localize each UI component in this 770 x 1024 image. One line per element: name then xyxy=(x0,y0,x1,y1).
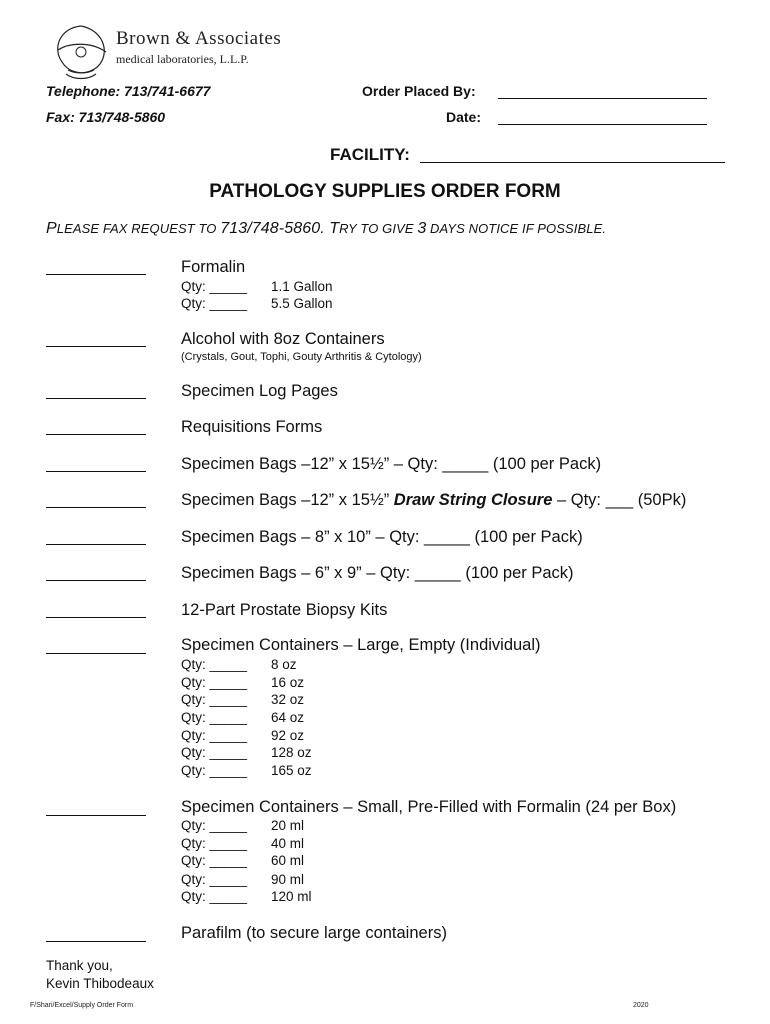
formalin-qty-blank[interactable] xyxy=(46,274,146,275)
instr-p4: T xyxy=(324,220,340,237)
size-label: 5.5 Gallon xyxy=(271,296,333,311)
log-pages-qty-blank[interactable] xyxy=(46,398,146,399)
size-label: 90 ml xyxy=(271,872,305,887)
brand-subtitle: medical laboratories, L.L.P. xyxy=(116,52,249,66)
formalin-qty-row xyxy=(181,279,333,294)
facility-label: FACILITY: xyxy=(330,145,410,164)
size-label: 64 oz xyxy=(271,710,305,725)
bags2-text-a: Specimen Bags –12” x 15½” xyxy=(181,491,394,509)
bags2-text-c: – Qty: ___ (50Pk) xyxy=(552,491,687,509)
qty-label[interactable]: Qty: _____ xyxy=(181,836,248,851)
formalin-qty-row xyxy=(181,296,333,311)
small-row xyxy=(181,889,312,904)
bags1-qty-blank[interactable] xyxy=(46,471,146,472)
date-field[interactable] xyxy=(498,124,707,125)
formalin-item: Formalin xyxy=(181,258,246,276)
bags3-qty-blank[interactable] xyxy=(46,544,146,545)
bags4-item: Specimen Bags – 6” x 9” – Qty: _____ (100 per Pack) xyxy=(181,564,574,582)
qty-label[interactable]: Qty: _____ xyxy=(181,818,248,833)
small-row xyxy=(181,853,305,868)
qty-label[interactable]: Qty: _____ xyxy=(181,763,248,778)
bags1-item: Specimen Bags –12” x 15½” – Qty: _____ (100 per Pack) xyxy=(181,455,602,473)
req-forms-item: Requisitions Forms xyxy=(181,418,323,436)
order-placed-by-label: Order Placed By: xyxy=(362,83,476,99)
size-label: 16 oz xyxy=(271,675,305,690)
parafilm-item: Parafilm (to secure large containers) xyxy=(181,924,447,942)
closing-thanks: Thank you, xyxy=(46,958,113,973)
footer-year: 2020 xyxy=(633,1002,649,1009)
logo-emblem-icon xyxy=(48,22,114,84)
alcohol-item: Alcohol with 8oz Containers xyxy=(181,330,385,348)
alcohol-qty-blank[interactable] xyxy=(46,346,146,347)
qty-label[interactable]: Qty: _____ xyxy=(181,710,248,725)
instr-p2: LEASE FAX REQUEST TO xyxy=(56,221,221,236)
instr-p7: DAYS NOTICE IF POSSIBLE. xyxy=(426,221,607,236)
facility-field[interactable] xyxy=(420,162,725,163)
telephone-text: Telephone: 713/741-6677 xyxy=(46,83,211,99)
large-containers-item: Specimen Containers – Large, Empty (Individual) xyxy=(181,636,541,654)
large-containers-qty-blank[interactable] xyxy=(46,653,146,654)
qty-label[interactable]: Qty: _____ xyxy=(181,889,248,904)
req-forms-qty-blank[interactable] xyxy=(46,434,146,435)
large-row xyxy=(181,675,305,690)
order-placed-by-field[interactable] xyxy=(498,98,707,99)
instr-p6: 3 xyxy=(417,220,427,237)
brand-name: Brown & Associates xyxy=(116,28,282,49)
size-label: 60 ml xyxy=(271,853,305,868)
qty-label[interactable]: Qty: _____ xyxy=(181,853,248,868)
bags2-draw-string: Draw String Closure xyxy=(393,491,553,509)
instr-p3: 713/748-5860. xyxy=(220,220,325,237)
form-title: PATHOLOGY SUPPLIES ORDER FORM xyxy=(209,181,561,202)
size-label: 40 ml xyxy=(271,836,305,851)
large-row xyxy=(181,657,297,672)
qty-label[interactable]: Qty: _____ xyxy=(181,279,248,294)
qty-label[interactable]: Qty: _____ xyxy=(181,657,248,672)
closing-name: Kevin Thibodeaux xyxy=(46,976,154,991)
fax-instruction xyxy=(46,220,606,238)
small-row xyxy=(181,872,305,887)
size-label: 128 oz xyxy=(271,745,312,760)
qty-label[interactable]: Qty: _____ xyxy=(181,728,248,743)
bags2-qty-blank[interactable] xyxy=(46,507,146,508)
large-row xyxy=(181,745,312,760)
bags2-item xyxy=(181,491,686,510)
size-label: 8 oz xyxy=(271,657,297,672)
prostate-qty-blank[interactable] xyxy=(46,617,146,618)
size-label: 20 ml xyxy=(271,818,305,833)
footer-path: F/Shari/Excel/Supply Order Form xyxy=(30,1002,134,1009)
qty-label[interactable]: Qty: _____ xyxy=(181,745,248,760)
qty-label[interactable]: Qty: _____ xyxy=(181,675,248,690)
prostate-item: 12-Part Prostate Biopsy Kits xyxy=(181,601,388,619)
log-pages-item: Specimen Log Pages xyxy=(181,382,338,400)
small-containers-item: Specimen Containers – Small, Pre-Filled with Formalin (24 per Box) xyxy=(181,798,677,816)
large-row xyxy=(181,763,312,778)
instr-p5: RY TO GIVE xyxy=(339,221,418,236)
small-row xyxy=(181,818,305,833)
qty-label[interactable]: Qty: _____ xyxy=(181,872,248,887)
large-row xyxy=(181,710,305,725)
date-label: Date: xyxy=(446,109,482,125)
fax-text: Fax: 713/748-5860 xyxy=(46,109,166,125)
small-row xyxy=(181,836,305,851)
small-containers-qty-blank[interactable] xyxy=(46,815,146,816)
qty-label[interactable]: Qty: _____ xyxy=(181,692,248,707)
alcohol-note: (Crystals, Gout, Tophi, Gouty Arthritis & Cytology) xyxy=(181,351,422,363)
large-row xyxy=(181,692,305,707)
company-logo xyxy=(48,22,318,86)
size-label: 120 ml xyxy=(271,889,312,904)
parafilm-qty-blank[interactable] xyxy=(46,941,146,942)
size-label: 92 oz xyxy=(271,728,305,743)
bags4-qty-blank[interactable] xyxy=(46,580,146,581)
size-label: 1.1 Gallon xyxy=(271,279,333,294)
large-row xyxy=(181,728,305,743)
qty-label[interactable]: Qty: _____ xyxy=(181,296,248,311)
size-label: 32 oz xyxy=(271,692,305,707)
instr-p1: P xyxy=(46,220,57,237)
bags3-item: Specimen Bags – 8” x 10” – Qty: _____ (100 per Pack) xyxy=(181,528,583,546)
size-label: 165 oz xyxy=(271,763,312,778)
